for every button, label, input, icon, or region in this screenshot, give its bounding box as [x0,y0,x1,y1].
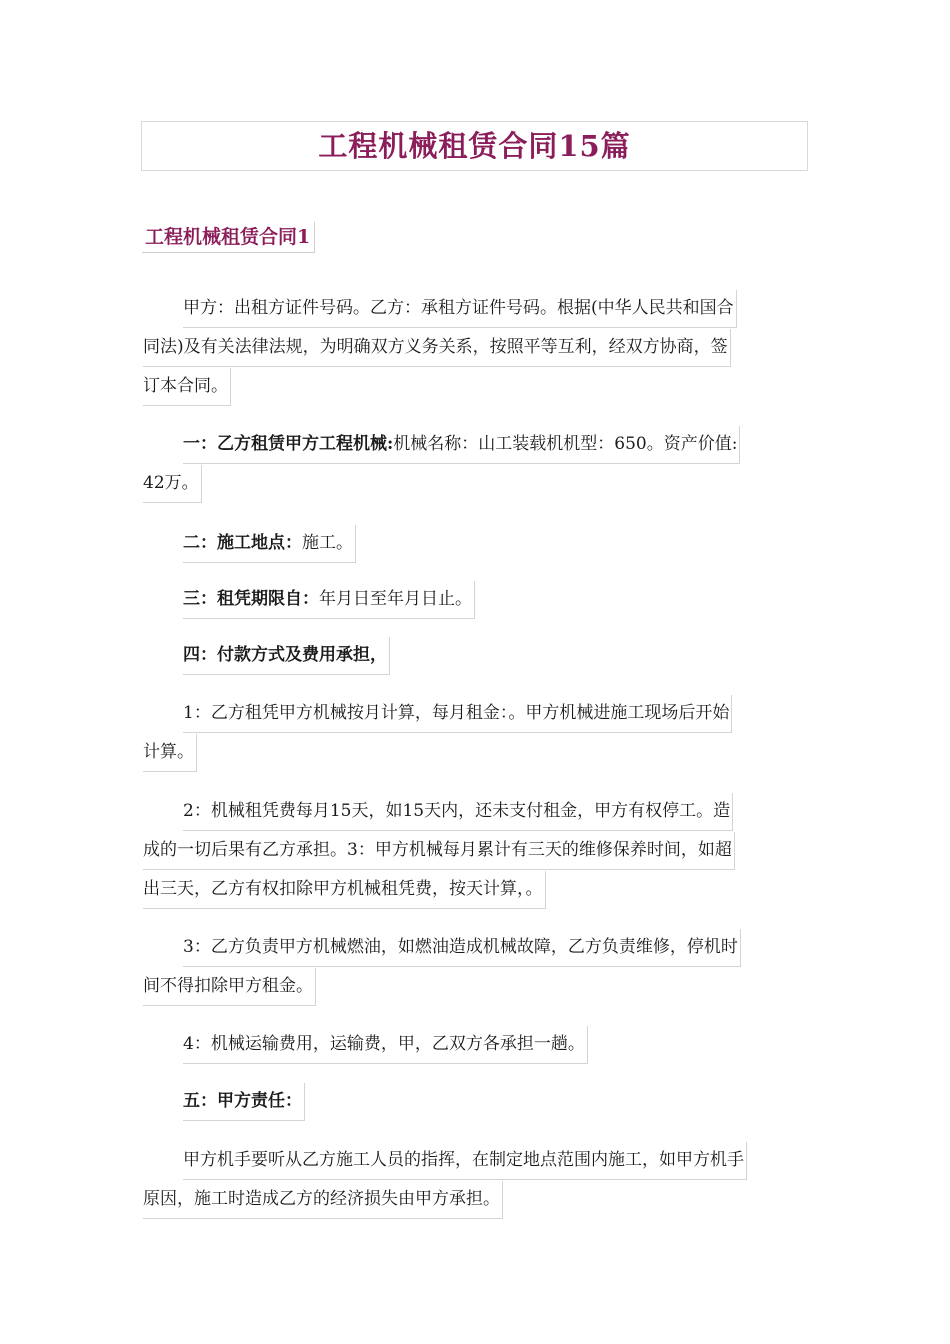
clause-2 [143,524,356,563]
paragraph-line: 订本合同。 [143,368,231,406]
paragraph-line: 42万。 [143,465,202,503]
clause-5 [143,1082,305,1121]
paragraph-line [183,637,390,675]
document-title: 工程机械租赁合同15篇 [318,129,631,163]
clause-label: 三：租凭期限自： [183,589,319,609]
item-4 [143,1025,588,1064]
paragraph-line: 出三天，乙方有权扣除甲方机械租凭费，按天计算，。 [143,871,546,909]
paragraph-line: 3：乙方负责甲方机械燃油，如燃油造成机械故障，乙方负责维修，停机时 [183,929,741,967]
item-2 [143,792,735,909]
clause-3 [143,580,475,619]
paragraph-line [183,525,356,563]
paragraph-line: 原因，施工时造成乙方的经济损失由甲方承担。 [143,1181,503,1219]
clause-text: 施工。 [302,533,353,553]
paragraph-line: 4：机械运输费用，运输费，甲，乙双方各承担一趟。 [183,1026,588,1064]
clause-text: 年月日至年月日止。 [319,589,472,609]
paragraph-line: 成的一切后果有乙方承担。3：甲方机械每月累计有三天的维修保养时间，如超 [143,832,735,870]
paragraph-line: 间不得扣除甲方租金。 [143,968,316,1006]
clause-label: 五：甲方责任： [183,1091,302,1111]
clause-5-body [143,1141,747,1219]
paragraph-line [183,1083,305,1121]
paragraph-line: 计算。 [143,734,197,772]
item-1 [143,694,732,772]
clause-label: 四：付款方式及费用承担， [183,645,387,665]
paragraph-line [183,581,475,619]
clause-4 [143,636,390,675]
paragraph-line: 同法)及有关法律法规，为明确双方义务关系，按照平等互利，经双方协商，签 [143,329,731,367]
paragraph-line: 2：机械租凭费每月15天，如15天内，还未支付租金，甲方有权停工。造 [183,793,733,831]
clause-label: 一：乙方租赁甲方工程机械: [183,434,394,454]
clause-text: 机械名称：山工装载机机型：650。资产价值: [393,434,738,454]
document-title-box [141,121,808,171]
item-3 [143,928,741,1006]
paragraph-line: 甲方机手要听从乙方施工人员的指挥，在制定地点范围内施工，如甲方机手 [183,1142,747,1180]
intro-paragraph [143,289,737,406]
clause-1 [143,425,740,503]
paragraph-line: 甲方：出租方证件号码。乙方：承租方证件号码。根据(中华人民共和国合 [183,290,737,328]
paragraph-line: 1：乙方租凭甲方机械按月计算，每月租金：。甲方机械进施工现场后开始 [183,695,732,733]
section-heading: 工程机械租赁合同1 [142,222,315,253]
clause-label: 二：施工地点： [183,533,302,553]
paragraph-line [183,426,740,464]
